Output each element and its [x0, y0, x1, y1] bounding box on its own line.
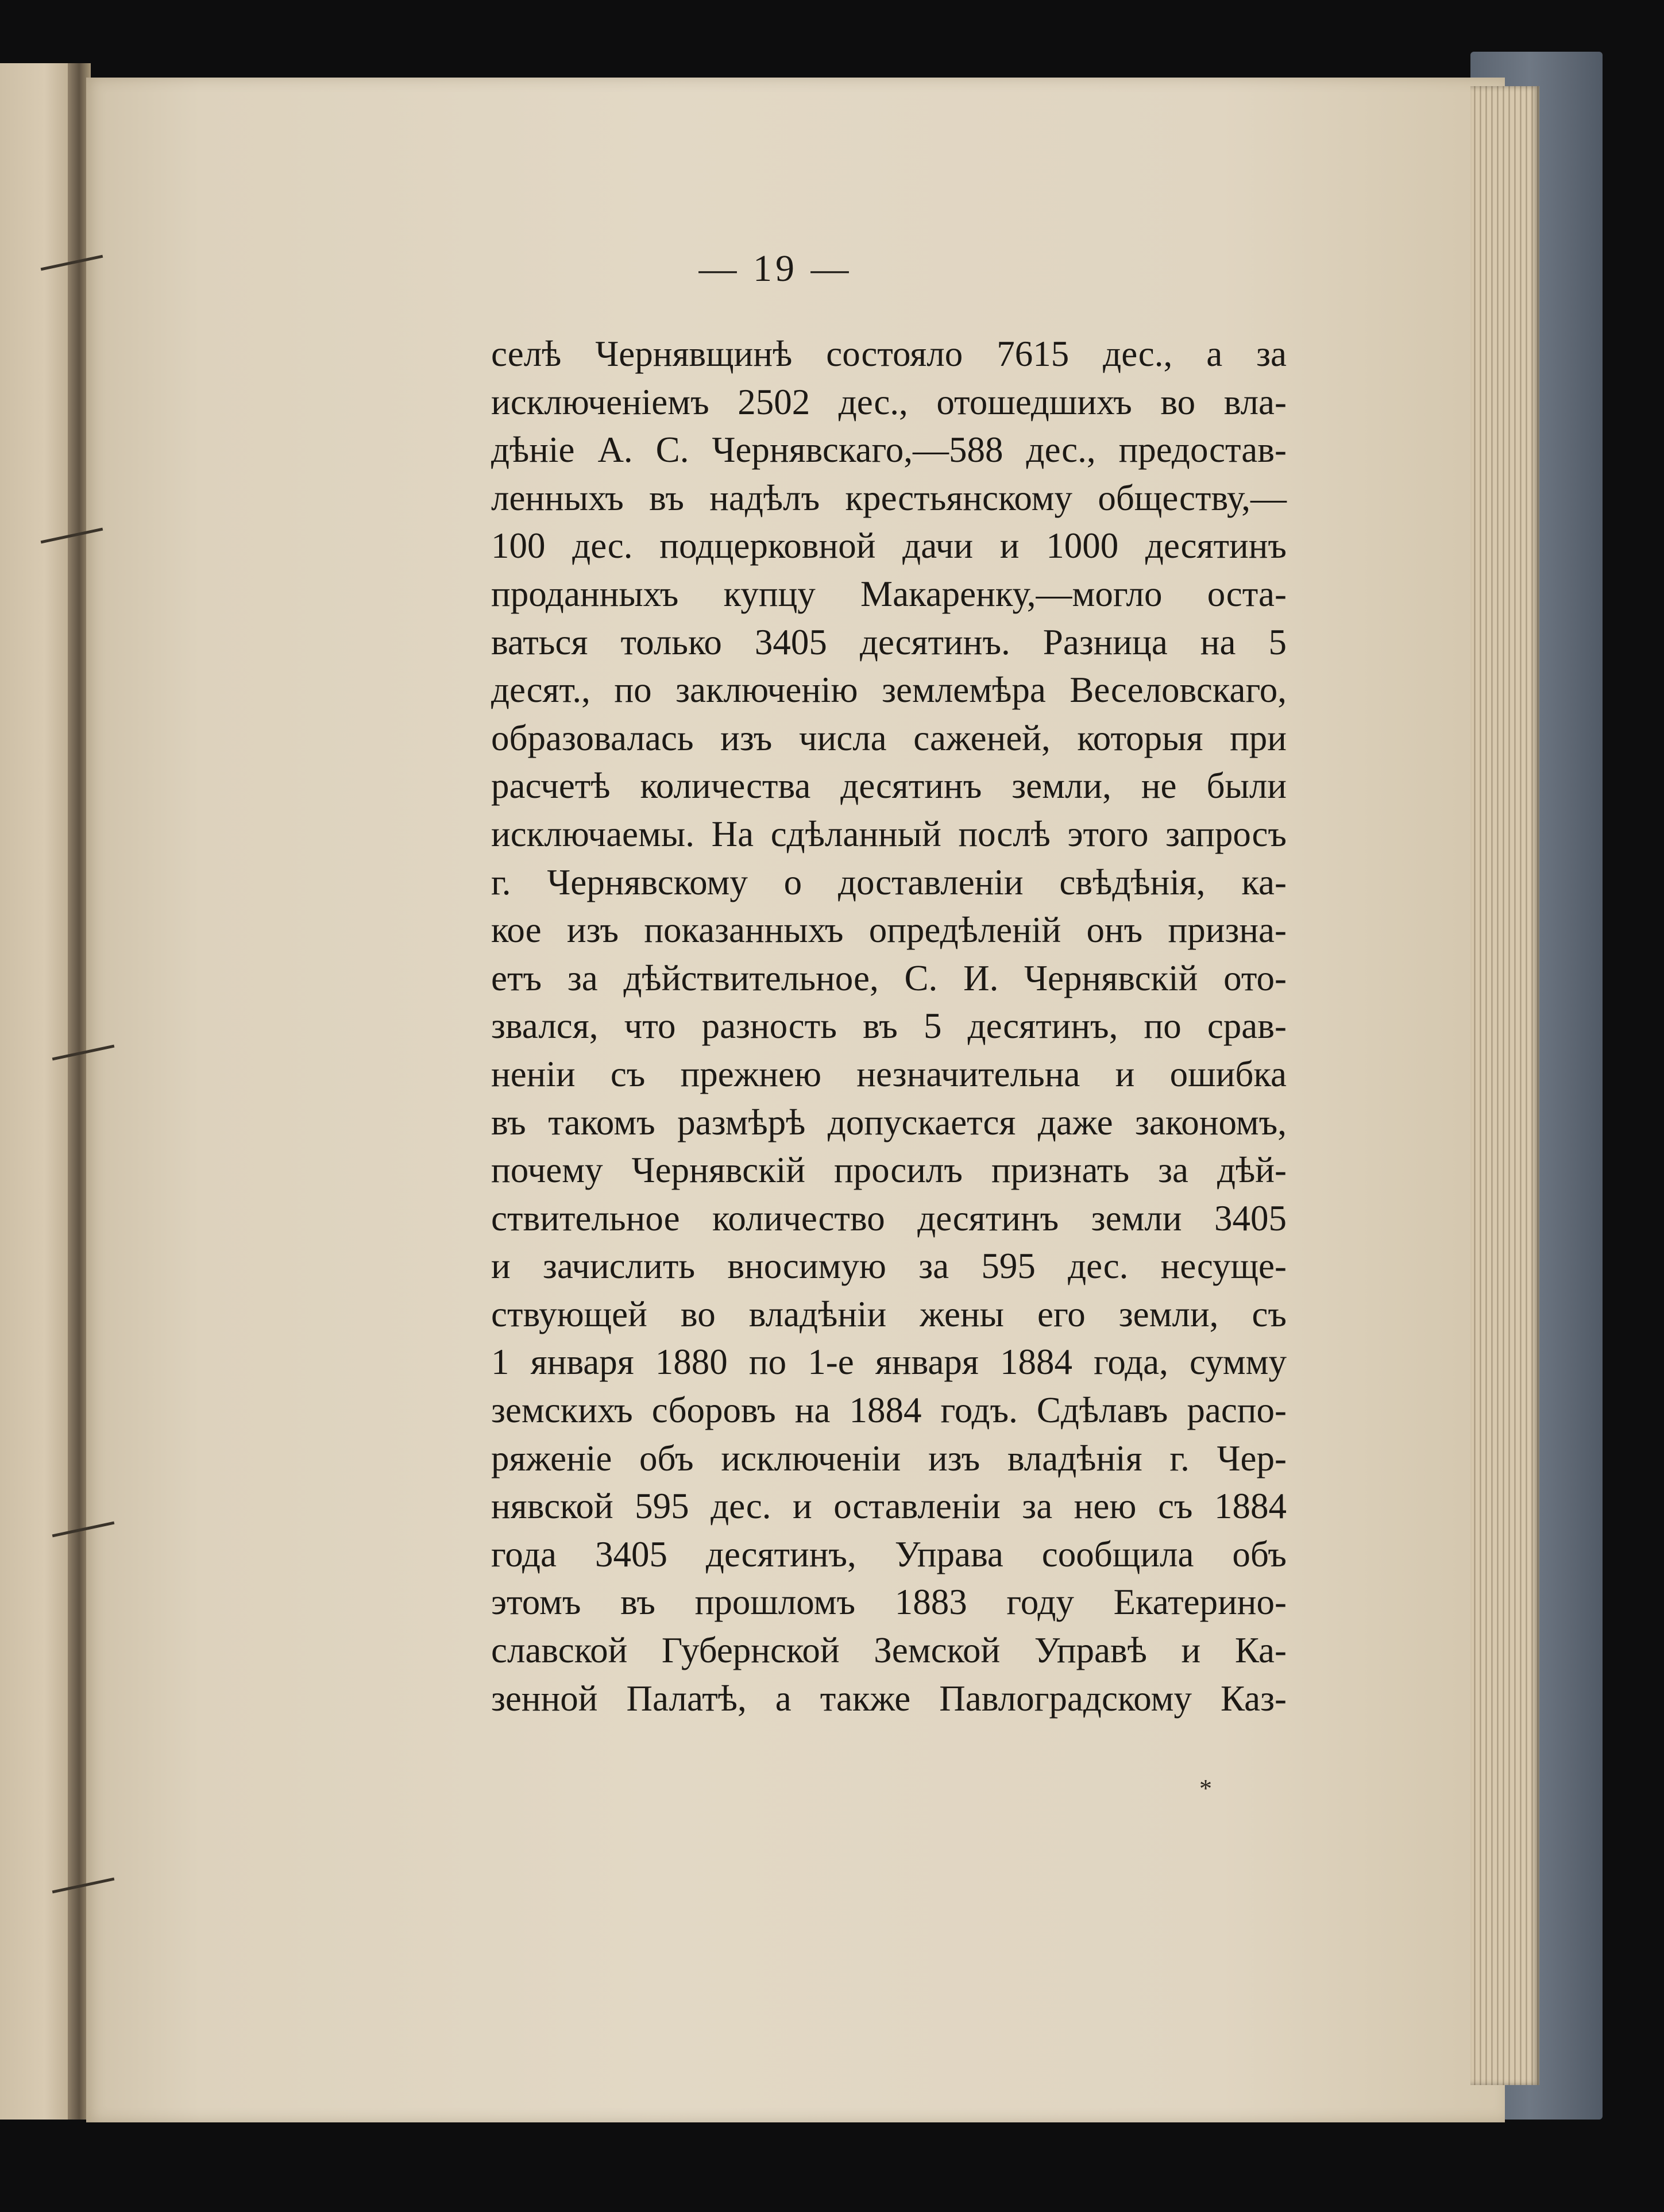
signature-mark: * [1199, 1774, 1212, 1802]
text-line: славской Губернской Земской Управѣ и Ка- [491, 1630, 1287, 1671]
text-line: въ такомъ размѣрѣ допускается даже закономъ, [491, 1102, 1287, 1142]
text-line: неніи съ прежнею незначительна и ошибка [491, 1053, 1287, 1094]
text-line: расчетѣ количества десятинъ земли, не были [491, 766, 1287, 806]
text-line: исключеніемъ 2502 дес., отошедшихъ во вла- [491, 381, 1287, 422]
text-line: 1 января 1880 по 1-е января 1884 года, сумму [491, 1342, 1287, 1383]
body-text [491, 330, 1287, 1723]
text-line: проданныхъ купцу Макаренку,—могло оста- [491, 573, 1287, 614]
text-line: ваться только 3405 десятинъ. Разница на 5 [491, 621, 1287, 662]
text-line: ствующей во владѣніи жены его земли, съ [491, 1294, 1287, 1334]
text-line: дѣніе А. С. Чернявскаго,—588 дес., предостав- [491, 430, 1287, 470]
text-line: 100 дес. подцерковной дачи и 1000 десятинъ [491, 526, 1287, 566]
text-line: ствительное количество десятинъ земли 3405 [491, 1198, 1287, 1238]
text-line: этомъ въ прошломъ 1883 году Екатерино- [491, 1582, 1287, 1623]
text-line: селѣ Чернявщинѣ состояло 7615 дес., а за [491, 334, 1287, 374]
text-line: почему Чернявскій просилъ признать за дѣй- [491, 1150, 1287, 1191]
text-line: нявской 595 дес. и оставленіи за нею съ 1884 [491, 1486, 1287, 1527]
page-edges [1470, 86, 1539, 2085]
text-line: образовалась изъ числа саженей, которыя при [491, 717, 1287, 758]
text-line: ленныхъ въ надѣлъ крестьянскому обществу,— [491, 477, 1287, 518]
text-line: земскихъ сборовъ на 1884 годъ. Сдѣлавъ распо- [491, 1390, 1287, 1431]
text-line: етъ за дѣйствительное, С. И. Чернявскій ото- [491, 958, 1287, 998]
text-line: десят., по заключенію землемѣра Веселовскаго, [491, 670, 1287, 711]
text-line: и зачислить вносимую за 595 дес. несуще- [491, 1246, 1287, 1287]
text-line: звался, что разность въ 5 десятинъ, по срав- [491, 1006, 1287, 1047]
text-line: года 3405 десятинъ, Управа сообщила объ [491, 1534, 1287, 1574]
text-line: зенной Палатѣ, а также Павлоградскому Каз- [491, 1678, 1287, 1719]
text-line: ряженіе объ исключеніи изъ владѣнія г. Чер- [491, 1438, 1287, 1478]
left-facing-page [0, 63, 75, 2120]
text-line: исключаемы. На сдѣланный послѣ этого запросъ [491, 813, 1287, 854]
text-line: кое изъ показанныхъ опредѣленій онъ призна- [491, 910, 1287, 951]
text-line: г. Чернявскому о доставленіи свѣдѣнія, ка- [491, 862, 1287, 902]
page-number: — 19 — [698, 248, 852, 289]
